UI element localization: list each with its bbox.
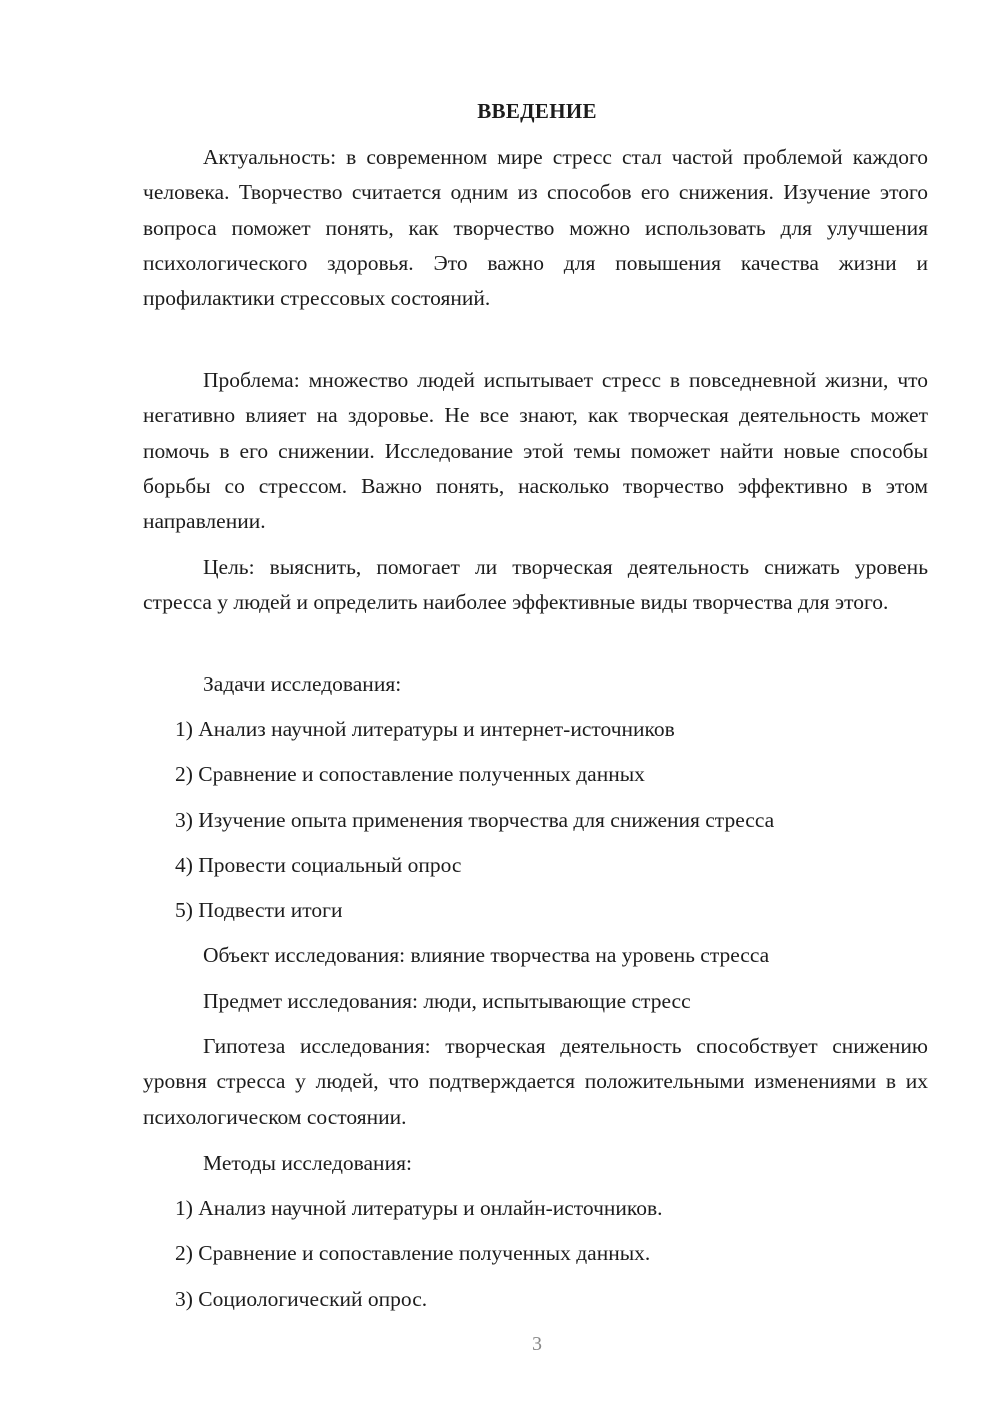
paragraph-problem: Проблема: множество людей испытывает стресс в повседневной жизни, что негативно влияет на здоровье. Не все знают, как творческая деятельность может помочь в его снижении. Исследование этой темы поможет найти новые способы борьбы со стрессом. Важно понять, насколько творчество эффективно в этом направлении.	[143, 368, 928, 534]
task-item: 4) Провести социальный опрос	[175, 853, 462, 877]
method-item: 3) Социологический опрос.	[175, 1287, 428, 1311]
task-item: 1) Анализ научной литературы и интернет-источников	[175, 717, 675, 741]
tasks-heading: Задачи исследования:	[203, 672, 402, 696]
method-item: 1) Анализ научной литературы и онлайн-источников.	[175, 1196, 663, 1220]
section-title: ВВЕДЕНИЕ	[477, 99, 597, 123]
research-subject: Предмет исследования: люди, испытывающие стресс	[203, 989, 691, 1013]
research-object: Объект исследования: влияние творчества на уровень стресса	[203, 943, 770, 967]
task-item: 3) Изучение опыта применения творчества для снижения стресса	[175, 808, 775, 832]
page-number: 3	[532, 1333, 542, 1355]
method-item: 2) Сравнение и сопоставление полученных данных.	[175, 1241, 651, 1265]
paragraph-relevance: Актуальность: в современном мире стресс стал частой проблемой каждого человека. Творчество считается одним из способов его снижения. Изучение этого вопроса поможет понять, как творчество можно использовать для улучшения психологического здоровья. Это важно для повышения качества жизни и профилактики стрессовых состояний.	[143, 145, 928, 311]
paragraph-hypothesis: Гипотеза исследования: творческая деятельность способствует снижению уровня стресса у людей, что подтверждается положительными изменениями в их психологическом состоянии.	[143, 1034, 928, 1129]
methods-heading: Методы исследования:	[203, 1151, 412, 1175]
task-item: 5) Подвести итоги	[175, 898, 343, 922]
paragraph-goal: Цель: выяснить, помогает ли творческая деятельность снижать уровень стресса у людей и определить наиболее эффективные виды творчества для этого.	[143, 555, 928, 615]
task-item: 2) Сравнение и сопоставление полученных данных	[175, 762, 645, 786]
